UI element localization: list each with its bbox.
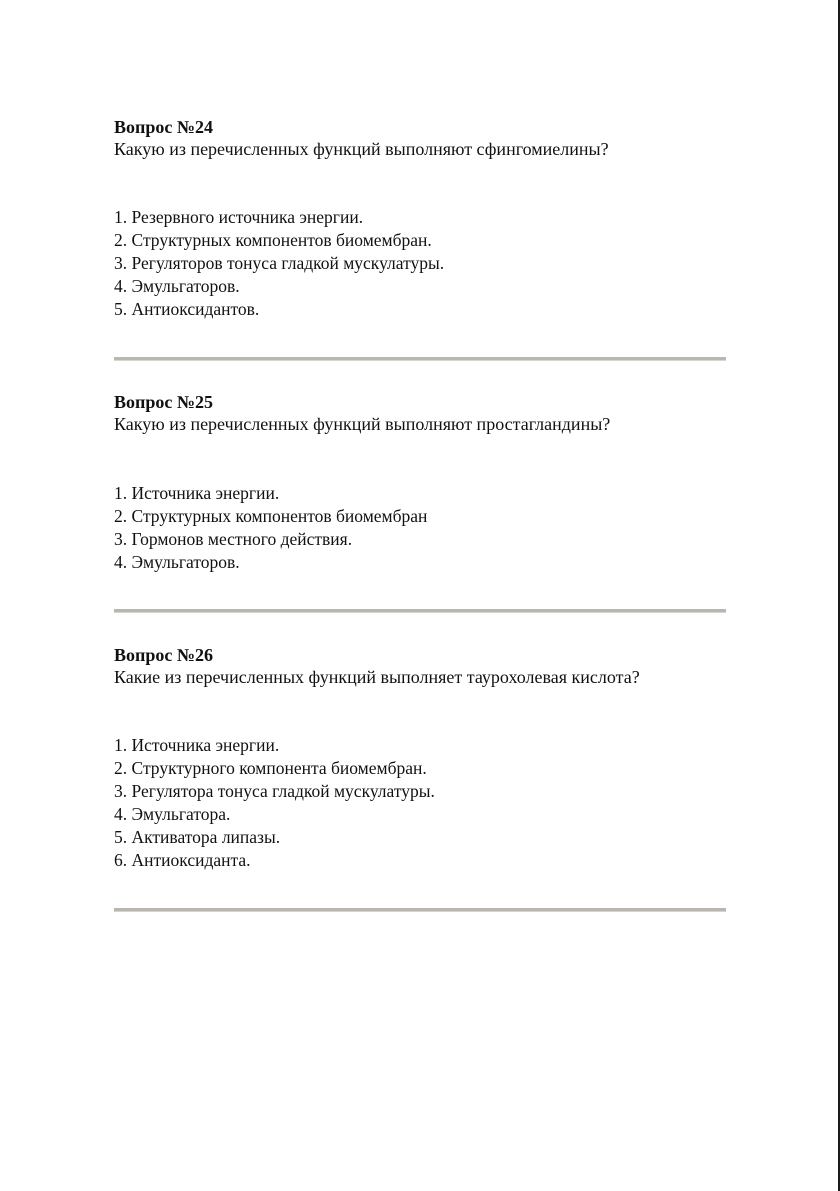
question-title: Вопрос №24	[114, 117, 213, 137]
answer-list	[114, 206, 444, 321]
answer-option[interactable]: 5. Активатора липазы.	[114, 827, 281, 847]
answer-option[interactable]: 3. Регуляторов тонуса гладкой мускулатуры.	[114, 253, 445, 273]
answer-option[interactable]: 3. Регулятора тонуса гладкой мускулатуры.	[114, 781, 435, 801]
question-text: Какую из перечисленных функций выполняют простагландины?	[114, 414, 611, 434]
answer-option[interactable]: 1. Источника энергии.	[114, 735, 280, 755]
question-block	[114, 644, 726, 870]
question-text: Какие из перечисленных функций выполняет таурохолевая кислота?	[114, 667, 640, 687]
answer-option[interactable]: 5. Антиоксидантов.	[114, 299, 260, 319]
separator-line	[114, 357, 726, 361]
answer-option[interactable]: 1. Резервного источника энергии.	[114, 207, 364, 227]
answer-option[interactable]: 1. Источника энергии.	[114, 483, 280, 503]
answer-option[interactable]: 4. Эмульгатора.	[114, 804, 231, 824]
answer-option[interactable]: 2. Структурных компонентов биомембран	[114, 506, 428, 526]
separator-line	[114, 908, 726, 912]
answer-option[interactable]: 3. Гормонов местного действия.	[114, 529, 353, 549]
question-title: Вопрос №26	[114, 645, 213, 665]
question-text: Какую из перечисленных функций выполняют сфингомиелины?	[114, 139, 609, 159]
answer-option[interactable]: 6. Антиоксиданта.	[114, 850, 251, 870]
question-title: Вопрос №25	[114, 392, 213, 412]
answer-option[interactable]: 2. Структурного компонента биомембран.	[114, 758, 427, 778]
answer-list	[114, 482, 427, 574]
separator-line	[114, 609, 726, 613]
question-block	[114, 116, 726, 319]
question-block	[114, 391, 726, 572]
answer-option[interactable]: 4. Эмульгаторов.	[114, 276, 240, 296]
answer-option[interactable]: 4. Эмульгаторов.	[114, 552, 240, 572]
answer-list	[114, 734, 435, 872]
answer-option[interactable]: 2. Структурных компонентов биомембран.	[114, 230, 432, 250]
